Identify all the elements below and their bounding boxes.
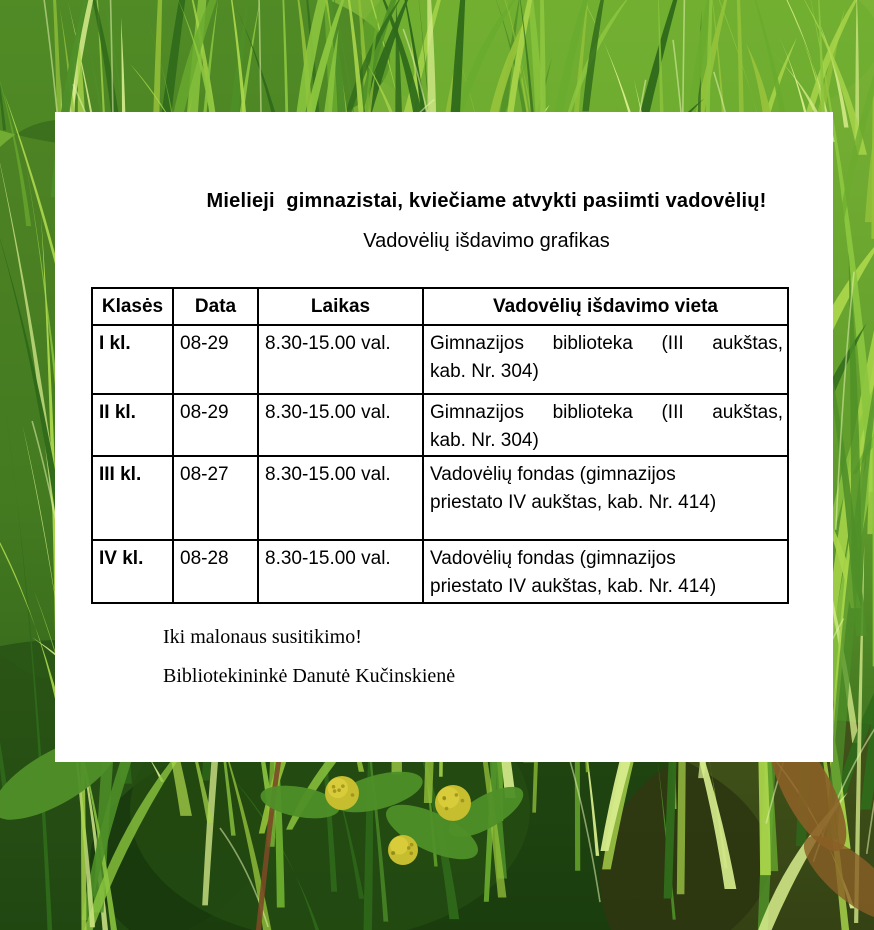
cell-klase: IV kl. <box>92 540 173 603</box>
document-title: Mielieji gimnazistai, kviečiame atvykti pasiimti vadovėlių! <box>206 190 767 212</box>
cell-vieta <box>423 456 788 540</box>
cell-data: 08-27 <box>173 456 258 540</box>
table-row <box>92 394 788 456</box>
vieta-line: Gimnazijos biblioteka (III aukštas, <box>430 333 783 354</box>
closing-line: Iki malonaus susitikimo! <box>163 626 362 648</box>
vieta-line: priestato IV aukštas, kab. Nr. 414) <box>430 492 717 513</box>
table-row <box>92 540 788 603</box>
cell-klase: I kl. <box>92 325 173 394</box>
cell-vieta <box>423 325 788 394</box>
cell-data: 08-28 <box>173 540 258 603</box>
header-laikas: Laikas <box>258 288 423 325</box>
cell-laikas: 8.30-15.00 val. <box>258 325 423 394</box>
cell-vieta <box>423 540 788 603</box>
cell-laikas: 8.30-15.00 val. <box>258 456 423 540</box>
cell-laikas: 8.30-15.00 val. <box>258 540 423 603</box>
vieta-line: Gimnazijos biblioteka (III aukštas, <box>430 402 783 423</box>
table-row <box>92 456 788 540</box>
vieta-line: Vadovėlių fondas (gimnazijos <box>430 548 676 569</box>
header-data: Data <box>173 288 258 325</box>
signature-line: Bibliotekininkė Danutė Kučinskienė <box>163 665 456 687</box>
vieta-line: priestato IV aukštas, kab. Nr. 414) <box>430 576 717 597</box>
document-subtitle: Vadovėlių išdavimo grafikas <box>363 230 610 252</box>
header-vieta: Vadovėlių išdavimo vieta <box>423 288 788 325</box>
announcement-document <box>55 112 833 762</box>
vieta-line: kab. Nr. 304) <box>430 430 539 451</box>
table-row <box>92 325 788 394</box>
cell-vieta <box>423 394 788 456</box>
schedule-table <box>91 287 789 604</box>
cell-klase: II kl. <box>92 394 173 456</box>
cell-data: 08-29 <box>173 325 258 394</box>
vieta-line: Vadovėlių fondas (gimnazijos <box>430 464 676 485</box>
vieta-line: kab. Nr. 304) <box>430 361 539 382</box>
table-header-row <box>92 288 788 325</box>
cell-data: 08-29 <box>173 394 258 456</box>
cell-laikas: 8.30-15.00 val. <box>258 394 423 456</box>
header-klases: Klasės <box>92 288 173 325</box>
cell-klase: III kl. <box>92 456 173 540</box>
